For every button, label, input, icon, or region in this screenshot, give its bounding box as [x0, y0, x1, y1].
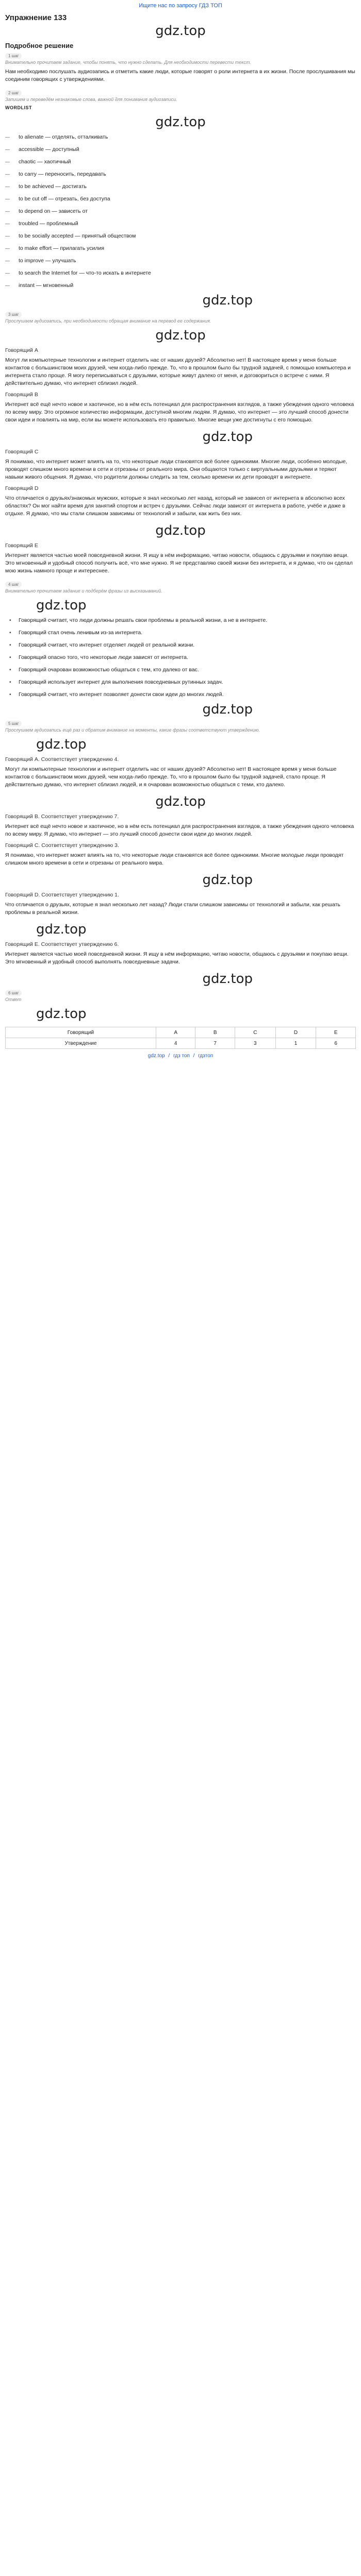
watermark: gdz.top — [202, 702, 253, 717]
speaker-label: Говорящий E — [5, 543, 38, 549]
claim-item: • Говорящий использует интернет для выполнения повседневных рутинных задач. — [5, 676, 356, 688]
footer-link[interactable]: gdz.top — [147, 1053, 165, 1059]
table-cell: C — [235, 1027, 275, 1038]
table-cell: 7 — [195, 1038, 235, 1049]
hint: Прослушаем аудиозапись, при необходимости обращая внимание на перевод ее содержания. — [5, 318, 211, 324]
matched-text: Что отличается о друзьях, которые я знал несколько лет назад? Люди стали слишком зависимы от технологий и забыли, как решать проблемы в реальной жизни. — [5, 902, 340, 916]
matched-text: Я понимаю, что интернет может влиять на то, что некоторые люди становятся всё более одинокими. Многие молодые люди проводят слишком много времени в сети и отрезаны от реального мира. — [5, 852, 344, 866]
answer-table — [5, 1027, 356, 1049]
step-tag: 6 шаг — [5, 990, 22, 996]
step-tag: 3 шаг — [5, 312, 22, 317]
transcript-block — [5, 357, 356, 387]
speaker-label: Говорящий D — [5, 485, 39, 492]
speaker-label: Говорящий D. Соответствует утверждению 1. — [5, 892, 119, 898]
speaker-label: Говорящий A — [5, 347, 38, 353]
word-item: — to alienate — отделять, отталкивать — [5, 131, 356, 143]
table-cell: A — [156, 1027, 195, 1038]
transcript-block — [5, 495, 356, 518]
footer-separator: / — [193, 1053, 195, 1059]
table-cell: 6 — [316, 1038, 356, 1049]
claim-item: • Говорящий считает, что интернет отделяет людей от реальной жизни. — [5, 639, 356, 651]
watermark: gdz.top — [155, 794, 206, 809]
table-cell: Утверждение — [6, 1038, 156, 1049]
page-title: Упражнение 133 — [5, 13, 67, 22]
step-tag: 5 шаг — [5, 721, 22, 726]
claim-item: • Говорящий очарован возможностью общаться с тем, кто далеко от вас. — [5, 664, 356, 676]
table-cell: 1 — [275, 1038, 316, 1049]
watermark: gdz.top — [155, 523, 206, 538]
intro-paragraph: Нам необходимо послушать аудиозапись и отметить какие люди, которые говорят о роли интернета в их жизни. После прослушивания мы соединим говорящих с утверждениями. — [5, 69, 355, 82]
page — [0, 0, 361, 1060]
table-row — [6, 1027, 356, 1038]
table-cell: 4 — [156, 1038, 195, 1049]
word-item: — to carry — переносить, передавать — [5, 168, 356, 180]
matched-block — [5, 852, 356, 867]
table-cell: D — [275, 1027, 316, 1038]
footer-link[interactable]: гдз топ — [173, 1053, 190, 1059]
word-item: — chaotic — хаотичный — [5, 156, 356, 168]
word-list — [5, 131, 356, 292]
footer-separator: / — [168, 1053, 170, 1059]
matched-text: Интернет является частью моей повседневной жизни. Я ищу в нём информацию, читаю новости, общаюсь с друзьями и покупаю вещи. Это мгновенный и удобный способ выполнять повседневные задачи. — [5, 951, 349, 965]
table-cell: 3 — [235, 1038, 275, 1049]
wordlist-label: WORDLIST — [5, 105, 32, 110]
watermark: gdz.top — [36, 922, 87, 937]
claim-item: • Говорящий стал очень ленивым из-за интернета. — [5, 626, 356, 639]
watermark: gdz.top — [155, 23, 206, 39]
word-item: — to depend on — зависеть от — [5, 205, 356, 217]
watermark: gdz.top — [36, 1006, 87, 1022]
word-item: — instant — мгновенный — [5, 279, 356, 292]
word-item: — to be cut off — отрезать, без доступа — [5, 193, 356, 205]
watermark: gdz.top — [36, 737, 87, 752]
transcript-block — [5, 401, 356, 424]
step-tag: 4 шаг — [5, 582, 22, 587]
word-item: — to improve — улучшать — [5, 255, 356, 267]
matched-block — [5, 823, 356, 838]
transcript-text: Что отличается о друзьях/знакомых мужских, которые я знал несколько лет назад, который не зависел от интернета в абсолютно всех областях? Он мог найти время для занятий спортом и встреч с друзьями. Сейчас люди зависят от интернета в работе, учёбе и даже в отдыхе. Я думаю, что мы стали слишком зависимы от технологий и забыли, как жить без них. — [5, 495, 346, 517]
claim-item: • Говорящий считает, что люди должны решать свои проблемы в реальной жизни, а не в интернете. — [5, 614, 356, 626]
watermark: gdz.top — [155, 114, 206, 130]
matched-block — [5, 901, 356, 917]
table-cell: B — [195, 1027, 235, 1038]
transcript-block — [5, 552, 356, 575]
hint: Прослушаем аудиозапись ещё раз и обратим внимание на моменты, какие фразы соответствуют утверждению. — [5, 727, 260, 733]
speaker-label: Говорящий C. Соответствует утверждению 3. — [5, 842, 119, 849]
word-item: — troubled — проблемный — [5, 217, 356, 230]
hint: Запишем и переведём незнакомые слова, важной для понимания аудиозаписи. — [5, 97, 177, 102]
claim-item: • Говорящий опасно того, что некоторые люди зависят от интернета. — [5, 651, 356, 664]
word-item: — to make effort — прилагать усилия — [5, 242, 356, 255]
claims-list — [5, 614, 356, 701]
speaker-label: Говорящий B. Соответствует утверждению 7. — [5, 814, 119, 820]
transcript-text: Интернет всё ещё нечто новое и хаотичное, но в нём есть потенциал для распространения взглядов, а также убеждения одного человека по всему миру. Это огромное количество информации, доступной многим людям. Я думаю, что интернет — это лучший способ донести свои идеи и повлиять на мир, если вы можете использовать его правильно. Многие вещи уже достигнуты с его помощью. — [5, 401, 354, 423]
hint: Внимательно прочитаем задание, чтобы понять, что нужно сделать. Для необходимости перевести текст. — [5, 60, 251, 65]
transcript-text: Могут ли компьютерные технологии и интернет отделить нас от наших друзей? Абсолютно нет! В настоящее время у меня больше контактов с большинством моих друзей, чем когда-либо прежде. То, что в прошлом было бы трудной задачей, с помощью компьютера и интернета стало проще. Я могу переписываться с друзьями, которые живут далеко от меня, и договориться о встрече с ними. Я действительно думаю, что интернет сблизил людей. — [5, 357, 351, 386]
speaker-label: Говорящий B — [5, 392, 38, 398]
speaker-label: Говорящий C — [5, 449, 39, 455]
hint: Внимательно прочитаем задание и подберём фразы из высказываний. — [5, 588, 162, 594]
step-tag: 1 шаг — [5, 53, 22, 59]
section-title: Подробное решение — [5, 42, 74, 49]
footer-link[interactable]: гдзтоп — [198, 1053, 214, 1059]
hint: Ответ — [5, 997, 22, 1002]
transcript-block — [5, 458, 356, 481]
watermark: gdz.top — [155, 328, 206, 343]
step-tag: 2 шаг — [5, 90, 22, 96]
speaker-label: Говорящий A. Соответствует утверждению 4. — [5, 756, 119, 762]
table-cell: E — [316, 1027, 356, 1038]
transcript-text: Я понимаю, что интернет может влиять на то, что некоторые люди становятся всё более одинокими. Многие люди, особенно молодые, проводят слишком много времени в сети и отрезаны от реального мира. Они общаются только с виртуальными друзьями и теряют навыки живого общения. Я думаю, что родители должны следить за тем, сколько времени их дети проводят в интернете. — [5, 459, 348, 480]
word-item: — accessible — доступный — [5, 143, 356, 156]
word-item: — to be socially accepted — принятый обществом — [5, 230, 356, 242]
matched-block — [5, 951, 356, 966]
speaker-label: Говорящий E. Соответствует утверждению 6. — [5, 941, 119, 947]
word-item: — to search the Internet for — что-то искать в интернете — [5, 267, 356, 279]
footer-links — [0, 1053, 361, 1059]
watermark: gdz.top — [202, 293, 253, 308]
table-cell: Говорящий — [6, 1027, 156, 1038]
matched-block — [5, 766, 356, 789]
word-item: — to be achieved — достигать — [5, 180, 356, 193]
matched-text: Могут ли компьютерные технологии и интернет отделить нас от наших друзей? Абсолютно нет! В настоящее время у меня больше контактов с большинством моих друзей, чем когда-либо прежде. То, что в прошлом было бы трудной задачей, стало проще. Я действительно думаю, что интернет сблизил людей, и я очарован возможностью общаться с теми, кто далеко. — [5, 766, 337, 788]
table-row — [6, 1038, 356, 1049]
top-link[interactable]: Ищите нас по запросу ГДЗ ТОП — [139, 3, 222, 9]
transcript-text: Интернет является частью моей повседневной жизни. Я ищу в нём информацию, читаю новости, общаюсь с друзьями и покупаю вещи. Это мгновенный и удобный способ получить всё, что мне нужно. Я не представляю своей жизни без интернета, и я думаю, что он сделал мою жизнь намного проще и интереснее. — [5, 552, 353, 574]
matched-text: Интернет всё ещё нечто новое и хаотичное, но в нём есть потенциал для распространения взглядов, а также убеждения одного человека по всему миру. Я думаю, что интернет — это лучший способ донести свои идеи до многих людей. — [5, 823, 354, 837]
answer-table-wrap — [5, 1027, 356, 1049]
watermark: gdz.top — [202, 429, 253, 445]
watermark: gdz.top — [202, 872, 253, 888]
watermark: gdz.top — [202, 971, 253, 987]
watermark: gdz.top — [36, 598, 87, 613]
claim-item: • Говорящий считает, что интернет позволяет донести свои идеи до многих людей. — [5, 688, 356, 701]
